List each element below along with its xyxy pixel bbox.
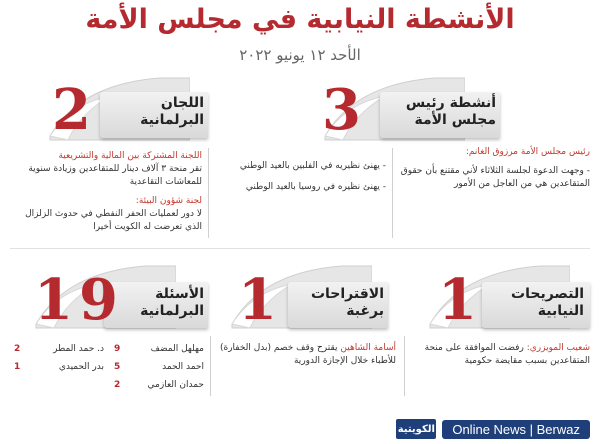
card-committees-title bbox=[108, 95, 204, 129]
speaker-item-3: - يهنئ نظيره في روسيا بالعيد الوطني bbox=[214, 181, 386, 194]
card-committees-number: 2 bbox=[52, 77, 91, 143]
footer bbox=[0, 418, 600, 444]
card-proposals-title-line2: برغبة bbox=[346, 302, 384, 319]
card-statements-title-line2: النيابية bbox=[537, 302, 584, 319]
speaker-lead: رئيس مجلس الأمة مرزوق الغانم: bbox=[465, 147, 590, 157]
divider bbox=[210, 336, 211, 396]
divider bbox=[392, 148, 393, 238]
card-statements-number: 1 bbox=[438, 267, 477, 333]
question-member-name: احمد الحمد bbox=[162, 362, 204, 372]
question-count: 2 bbox=[14, 344, 21, 354]
question-member-name: حمدان العازمي bbox=[147, 380, 204, 390]
list-item bbox=[14, 362, 204, 372]
brand-logo: الكويتية bbox=[396, 419, 436, 439]
question-count: 9 bbox=[114, 344, 121, 354]
speaker-item-1: - وجهت الدعوة لجلسة الثلاثاء لأني مقتنع بأن حقوق المتقاعدين هي من العاجل من الأمور bbox=[398, 165, 590, 191]
speaker-text bbox=[398, 146, 590, 191]
proposals-name: أسامة الشاهين bbox=[340, 343, 396, 353]
card-speaker-title bbox=[392, 95, 496, 129]
question-member-name: بدر الحميدي bbox=[58, 362, 104, 372]
card-questions-title bbox=[110, 286, 204, 320]
card-questions-number: 19 bbox=[34, 267, 124, 333]
card-committees-title-line2: البرلمانية bbox=[140, 111, 204, 128]
committee-2-body: لا دور لعمليات الحفر النفطي في حدوث الزلزال الذي تعرضت له الكويت أخيرا bbox=[25, 209, 202, 233]
committee-1-name: اللجنة المشتركة بين المالية والتشريعية bbox=[58, 151, 202, 161]
committee-1-body: تقر منحة ٣ آلاف دينار للمتقاعدين وزيادة سنوية للمعاشات التقاعدية bbox=[28, 164, 202, 188]
card-speaker-title-line1: أنشطة رئيس bbox=[405, 95, 496, 111]
divider bbox=[404, 336, 405, 396]
speaker-item-2: - يهنئ نظيريه في الفلبين بالعيد الوطني bbox=[214, 160, 386, 173]
question-count: 2 bbox=[114, 380, 121, 390]
proposals-body: يقترح وقف خصم (بدل الخفارة) للأطباء خلال الإجازة الدورية bbox=[219, 343, 396, 367]
proposals-text bbox=[216, 342, 396, 368]
card-speaker-title-line2: مجلس الأمة bbox=[414, 111, 496, 128]
speaker-text-2 bbox=[214, 160, 386, 194]
card-proposals-title-line1: الاقتراحات bbox=[310, 286, 384, 302]
list-item bbox=[14, 380, 204, 390]
brand bbox=[396, 418, 590, 440]
card-questions-title-line1: الأسئلة bbox=[155, 286, 204, 302]
card-questions-title-line2: البرلمانية bbox=[140, 302, 204, 319]
page-date: الأحد ١٢ يونيو ٢٠٢٢ bbox=[239, 46, 361, 64]
list-item bbox=[14, 344, 204, 354]
question-count: 5 bbox=[114, 362, 121, 372]
committees-text bbox=[10, 150, 202, 234]
card-statements-title bbox=[488, 286, 584, 320]
statements-body: رفضت الموافقة على منحة المتقاعدين بسبب مقايضة حكومية bbox=[424, 343, 590, 367]
statements-text bbox=[410, 342, 590, 368]
card-proposals-title bbox=[292, 286, 384, 320]
committee-2-name: لجنة شؤون البيئة: bbox=[135, 196, 202, 207]
statements-name: شعيب المويزري: bbox=[526, 343, 590, 353]
question-member-name: د. حمد المطر bbox=[53, 344, 104, 354]
section-divider bbox=[10, 248, 590, 249]
card-committees-title-line1: اللجان bbox=[160, 95, 204, 111]
card-speaker-number: 3 bbox=[322, 77, 361, 143]
divider bbox=[208, 148, 209, 238]
brand-text: Online News | Berwaz bbox=[442, 420, 590, 439]
card-proposals-number: 1 bbox=[238, 267, 277, 333]
question-count: 1 bbox=[14, 362, 21, 372]
question-member-name: مهلهل المضف bbox=[150, 344, 204, 354]
page-title: الأنشطة النيابية في مجلس الأمة bbox=[85, 4, 515, 35]
card-statements-title-line1: التصريحات bbox=[511, 286, 584, 302]
